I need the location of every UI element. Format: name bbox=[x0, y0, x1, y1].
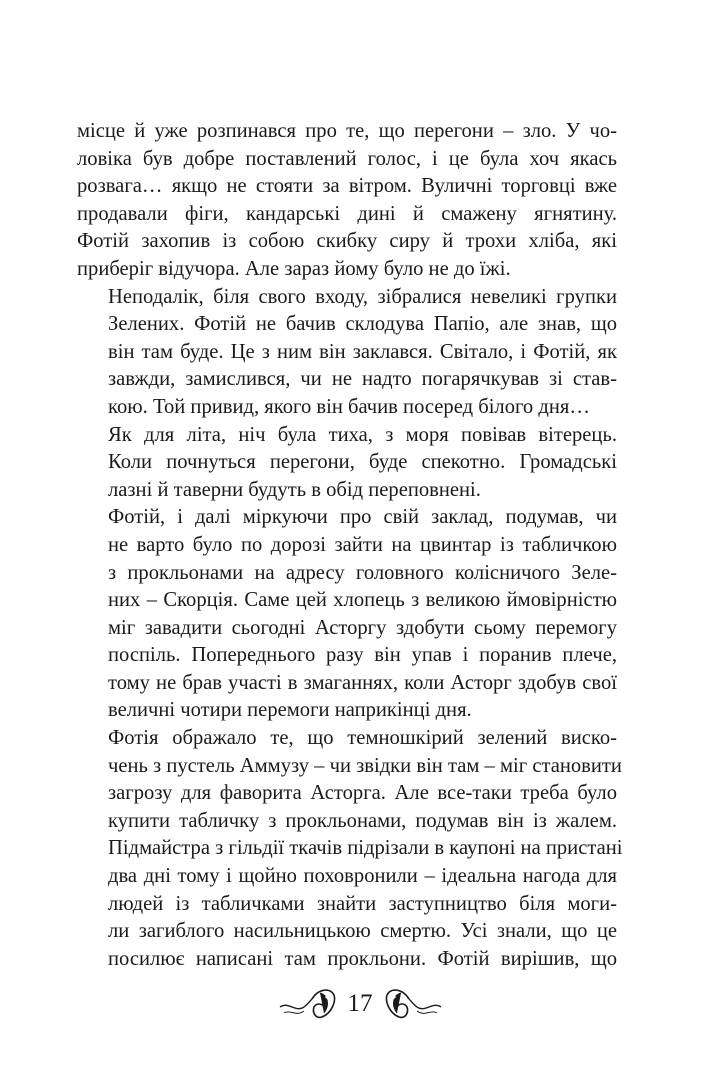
text-line: Підмайстра з гільдії ткачів підрізали в каупоні на пристані bbox=[108, 837, 623, 860]
page-body bbox=[77, 118, 623, 973]
text-line: приберіг відучора. Але зараз йому було не до їжі. bbox=[77, 257, 511, 280]
text-line: ловіка був добре поставлений голос, і це була хоч якась bbox=[77, 147, 617, 170]
text-line: чень з пустель Аммузу – чи звідки він там – міг становити bbox=[108, 754, 622, 777]
text-line: ли загиблого насильницькою смертю. Усі знали, що це bbox=[108, 920, 617, 943]
text-line: завжди, замислився, чи не надто погарячкував зі став- bbox=[108, 368, 617, 391]
fish-fleuron-left-icon bbox=[278, 983, 338, 1023]
text-line: них – Скорція. Саме цей хлопець з великою ймовірністю bbox=[108, 589, 617, 612]
text-line: продавали фіги, кандарські дині й смажену ягнятину. bbox=[77, 202, 617, 225]
text-line: лазні й таверни будуть в обід переповнені. bbox=[108, 478, 481, 501]
text-line: людей із табличками знайти заступництво біля моги- bbox=[108, 892, 617, 915]
text-line: Зелених. Фотій не бачив склодува Папіо, але знав, що bbox=[108, 313, 617, 336]
paragraph bbox=[77, 284, 617, 422]
text-line: купити табличку з прокльонами, подумав він із жалем. bbox=[108, 809, 617, 832]
text-line: посилює написані там прокльони. Фотій вирішив, що bbox=[108, 947, 617, 970]
fish-fleuron-right-icon bbox=[383, 983, 443, 1023]
text-line: розвага… якщо не стояти за вітром. Вуличні торговці вже bbox=[77, 175, 617, 198]
text-line: поспіль. Попереднього разу він упав і поранив плече, bbox=[108, 644, 617, 667]
text-line: кою. Той привид, якого він бачив посеред білого дня… bbox=[108, 395, 590, 418]
text-line: Фотій захопив із собою скибку сиру й трохи хліба, які bbox=[77, 230, 617, 253]
paragraph bbox=[77, 725, 623, 973]
text-line: Фотія ображало те, що темношкірий зелений виско- bbox=[108, 727, 617, 750]
text-line: величні чотири перемоги наприкінці дня. bbox=[108, 699, 472, 722]
text-line: не варто було по дорозі зайти на цвинтар із табличкою bbox=[108, 533, 617, 556]
text-line: він там буде. Це з ним він заклався. Світало, і Фотій, як bbox=[108, 340, 617, 363]
text-line: Фотій, і далі міркуючи про свій заклад, подумав, чи bbox=[108, 506, 617, 529]
page-number: 17 bbox=[347, 989, 373, 1017]
page-folio bbox=[0, 978, 720, 1028]
text-line: Неподалік, біля свого входу, зібралися невеликі групки bbox=[108, 285, 617, 308]
text-line: тому не брав участі в змаганнях, коли Асторг здобув свої bbox=[108, 671, 617, 694]
paragraph bbox=[77, 118, 617, 284]
text-line: місце й уже розпинався про те, що перегони – зло. У чо- bbox=[77, 120, 617, 142]
paragraph bbox=[77, 504, 617, 725]
text-line: міг завадити сьогодні Асторгу здобути сьому перемогу bbox=[108, 616, 617, 639]
text-line: Як для літа, ніч була тиха, з моря повівав вітерець. bbox=[108, 423, 617, 446]
text-line: два дні тому і щойно поховронили – ідеальна нагода для bbox=[108, 865, 617, 888]
paragraph bbox=[77, 422, 617, 505]
text-line: з прокльонами на адресу головного колісничого Зеле- bbox=[108, 561, 617, 584]
text-line: Коли почнуться перегони, буде спекотно. Громадські bbox=[108, 451, 617, 474]
text-line: загрозу для фаворита Асторга. Але все-таки треба було bbox=[108, 782, 617, 805]
